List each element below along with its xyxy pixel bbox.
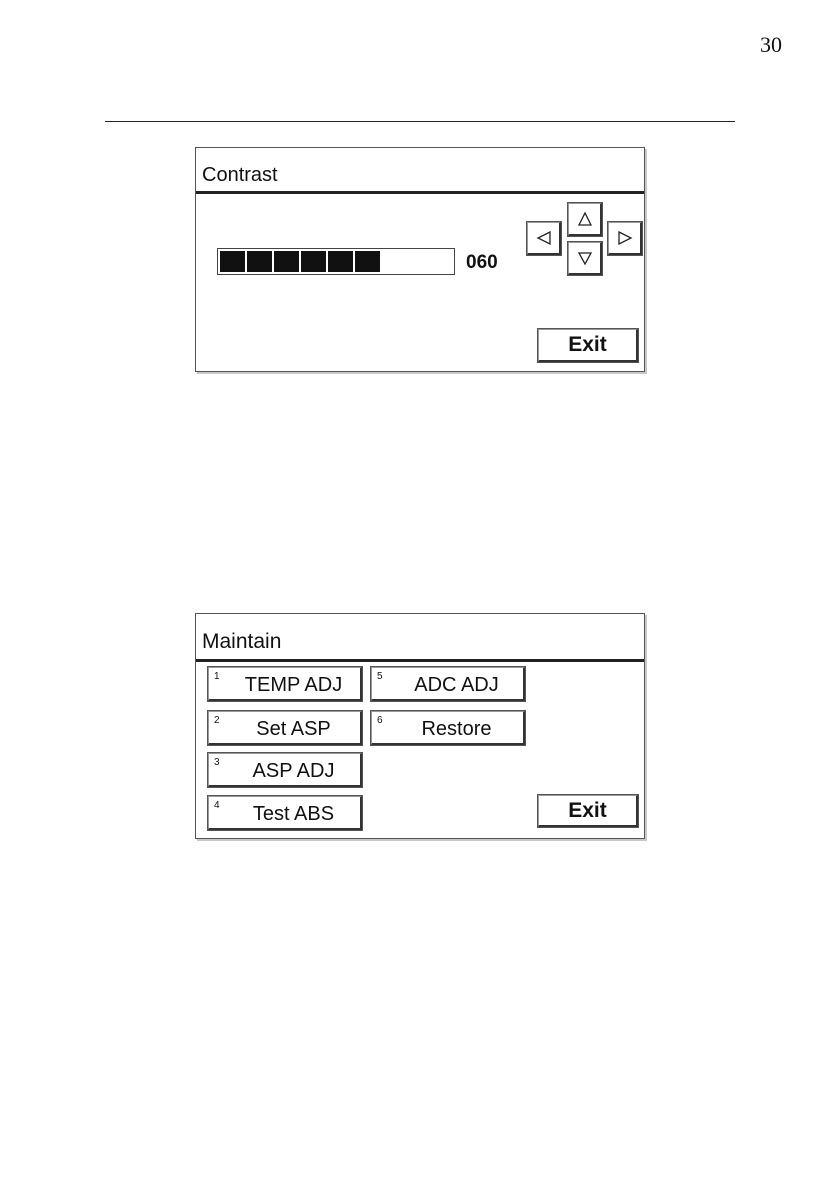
left-arrow-button[interactable] <box>527 222 561 255</box>
adc-adj-button[interactable] <box>371 667 525 701</box>
button-label: Test ABS <box>252 803 335 825</box>
right-arrow-button[interactable] <box>608 222 642 255</box>
contrast-title: Contrast <box>202 164 278 186</box>
button-number: 5 <box>377 671 383 682</box>
contrast-screen <box>195 147 645 372</box>
button-label: ASP ADJ <box>252 760 335 782</box>
button-number: 6 <box>377 715 383 726</box>
button-label: TEMP ADJ <box>244 674 343 696</box>
button-label: Restore <box>421 718 492 740</box>
title-divider <box>196 659 644 662</box>
temp-adj-button[interactable] <box>208 667 362 701</box>
restore-button[interactable] <box>371 711 525 745</box>
right-arrow-icon <box>617 230 633 246</box>
level-segment <box>274 251 299 272</box>
page-number: 30 <box>760 32 782 57</box>
contrast-value: 060 <box>466 252 498 273</box>
button-number: 3 <box>214 757 220 768</box>
button-label: Set ASP <box>256 718 331 740</box>
contrast-exit-button[interactable]: Exit <box>538 329 638 362</box>
maintain-exit-button[interactable]: Exit <box>538 795 638 827</box>
button-number: 1 <box>214 671 220 682</box>
up-arrow-button[interactable] <box>568 203 602 236</box>
contrast-level-fill <box>220 251 382 272</box>
level-segment <box>247 251 272 272</box>
asp-adj-button[interactable] <box>208 753 362 787</box>
level-segment <box>301 251 326 272</box>
left-arrow-icon <box>536 230 552 246</box>
set-asp-button[interactable] <box>208 711 362 745</box>
maintain-title: Maintain <box>202 630 282 653</box>
level-segment <box>355 251 380 272</box>
contrast-level-bar <box>217 248 455 275</box>
button-number: 2 <box>214 715 220 726</box>
level-segment <box>220 251 245 272</box>
header-rule <box>105 121 735 122</box>
test-abs-button[interactable] <box>208 796 362 830</box>
up-arrow-icon <box>577 211 593 227</box>
level-segment <box>328 251 353 272</box>
down-arrow-button[interactable] <box>568 242 602 275</box>
button-number: 4 <box>214 800 220 811</box>
maintain-screen <box>195 613 645 839</box>
down-arrow-icon <box>577 250 593 266</box>
title-divider <box>196 191 644 194</box>
button-label: ADC ADJ <box>414 674 499 696</box>
